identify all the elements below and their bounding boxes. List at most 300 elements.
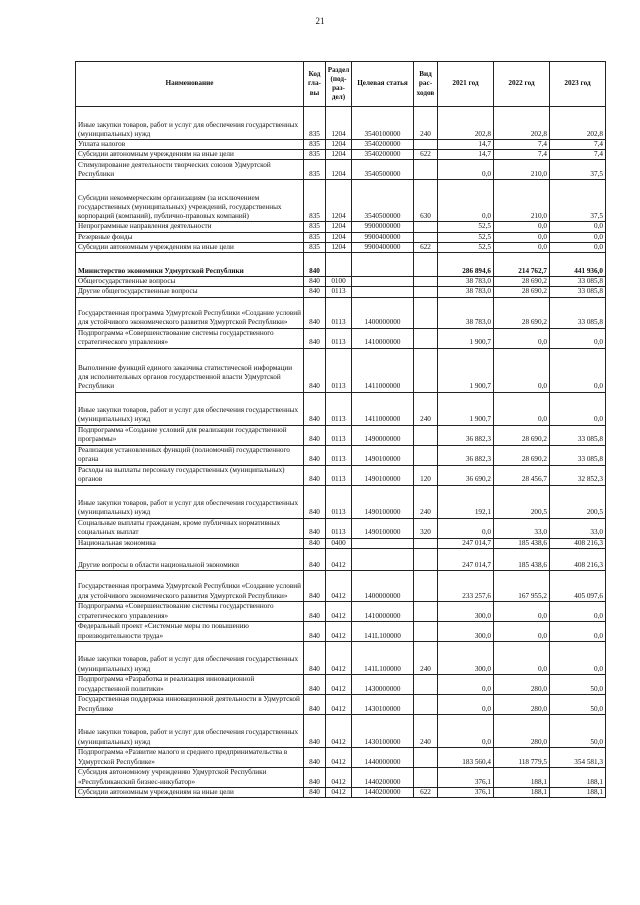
cell-code: 840 [304,538,326,548]
cell-code: 840 [304,485,326,518]
cell-2022: 7,4 [494,140,550,150]
cell-2023: 0,0 [550,641,606,674]
table-row [76,485,606,518]
cell-2023: 50,0 [550,714,606,747]
table-row [76,570,606,601]
cell-expense-type [414,570,438,601]
cell-2021: 38 783,0 [438,297,494,328]
cell-target: 1410000000 [352,601,414,621]
cell-2021: 300,0 [438,621,494,641]
cell-section: 0113 [326,465,352,485]
cell-2023: 33,0 [550,518,606,538]
cell-2022: 280,0 [494,694,550,714]
table-row [76,392,606,425]
cell-target: 3540500000 [352,180,414,222]
cell-name: Министерство экономики Удмуртской Республики [76,253,304,277]
table-row [76,348,606,392]
table-row [76,518,606,538]
cell-target [352,548,414,570]
table-row [76,747,606,767]
cell-name: Подпрограмма «Развитие малого и среднего предпринимательства в Удмуртской Республике» [76,747,304,767]
cell-2022: 33,0 [494,518,550,538]
cell-name: Расходы на выплаты персоналу государственных (муниципальных) органов [76,465,304,485]
cell-name: Непрограммные направления деятельности [76,222,304,232]
cell-expense-type [414,601,438,621]
cell-name: Другие вопросы в области национальной экономики [76,548,304,570]
cell-2023: 408 216,3 [550,538,606,548]
cell-section: 0412 [326,548,352,570]
cell-target: 9900400000 [352,242,414,252]
cell-section: 0412 [326,570,352,601]
cell-name: Выполнение функций единого заказчика статистической информации для исполнительных органов государственной власти Удмуртской Республики [76,348,304,392]
cell-section: 0412 [326,641,352,674]
cell-2021: 0,0 [438,518,494,538]
table-row [76,297,606,328]
cell-2021: 36 690,2 [438,465,494,485]
table-row [76,674,606,694]
cell-target: 3540200000 [352,150,414,160]
cell-2021: 1 900,7 [438,348,494,392]
cell-expense-type: 240 [414,641,438,674]
cell-section: 0412 [326,787,352,797]
cell-code: 840 [304,445,326,465]
cell-2023: 0,0 [550,232,606,242]
cell-2022: 118 779,5 [494,747,550,767]
cell-name: Общегосударственные вопросы [76,277,304,287]
cell-code: 840 [304,787,326,797]
cell-target: 1440200000 [352,767,414,787]
cell-code: 835 [304,150,326,160]
cell-section: 0113 [326,518,352,538]
cell-2022: 188,1 [494,787,550,797]
cell-2021: 286 894,6 [438,253,494,277]
cell-name: Иные закупки товаров, работ и услуг для обеспечения государственных (муниципальных) нужд [76,392,304,425]
cell-target: 141L100000 [352,641,414,674]
cell-code: 840 [304,425,326,445]
cell-expense-type: 120 [414,465,438,485]
cell-2022: 28 456,7 [494,465,550,485]
table-row [76,548,606,570]
cell-expense-type [414,328,438,348]
cell-name: Социальные выплаты гражданам, кроме публичных нормативных социальных выплат [76,518,304,538]
cell-section: 0113 [326,287,352,297]
cell-2021: 52,5 [438,232,494,242]
cell-section: 1204 [326,242,352,252]
cell-2021: 38 783,0 [438,287,494,297]
cell-expense-type [414,222,438,232]
cell-expense-type [414,425,438,445]
cell-2021: 36 882,3 [438,425,494,445]
cell-name: Иные закупки товаров, работ и услуг для обеспечения государственных (муниципальных) нужд [76,714,304,747]
cell-2023: 405 097,6 [550,570,606,601]
cell-code: 840 [304,348,326,392]
cell-code: 835 [304,140,326,150]
cell-expense-type [414,253,438,277]
cell-target: 1430100000 [352,694,414,714]
cell-code: 840 [304,253,326,277]
cell-section: 1204 [326,107,352,140]
cell-expense-type [414,287,438,297]
cell-name: Субсидии некоммерческим организациям (за исключением государственных (муниципальных) учреждений, государственных корпораций (компаний), публично-правовых компаний) [76,180,304,222]
cell-section: 0113 [326,485,352,518]
cell-2022: 7,4 [494,150,550,160]
cell-name: Подпрограмма «Разработка и реализация инновационной государственной политики» [76,674,304,694]
cell-expense-type [414,694,438,714]
cell-2021: 52,5 [438,222,494,232]
cell-2023: 0,0 [550,392,606,425]
cell-2023: 0,0 [550,601,606,621]
header-target: Целевая статья [352,62,414,107]
cell-section: 0113 [326,392,352,425]
cell-2023: 202,8 [550,107,606,140]
cell-2022: 210,0 [494,160,550,180]
cell-2021: 247 014,7 [438,538,494,548]
cell-2021: 0,0 [438,674,494,694]
table-row [76,328,606,348]
cell-expense-type [414,232,438,242]
cell-target: 1490100000 [352,518,414,538]
cell-target: 1490100000 [352,445,414,465]
table-row [76,107,606,140]
table-header-row [76,62,606,107]
header-code: Код гла-вы [304,62,326,107]
cell-target: 1440200000 [352,787,414,797]
cell-2022: 28 690,2 [494,425,550,445]
cell-expense-type: 240 [414,107,438,140]
cell-section: 1204 [326,160,352,180]
cell-2022: 0,0 [494,641,550,674]
cell-2023: 33 085,8 [550,287,606,297]
cell-2023: 188,1 [550,767,606,787]
cell-2023: 0,0 [550,222,606,232]
cell-target: 1410000000 [352,328,414,348]
cell-code: 840 [304,392,326,425]
cell-target: 1400000000 [352,297,414,328]
cell-2022: 0,0 [494,621,550,641]
cell-name: Иные закупки товаров, работ и услуг для обеспечения государственных (муниципальных) нужд [76,107,304,140]
cell-section: 0412 [326,601,352,621]
cell-code: 840 [304,548,326,570]
cell-code: 835 [304,180,326,222]
cell-2021: 300,0 [438,641,494,674]
cell-expense-type: 622 [414,150,438,160]
cell-2022: 214 762,7 [494,253,550,277]
cell-2023: 441 936,0 [550,253,606,277]
cell-name: Иные закупки товаров, работ и услуг для обеспечения государственных (муниципальных) нужд [76,641,304,674]
cell-section: 0113 [326,328,352,348]
table-row [76,641,606,674]
cell-name: Субсидия автономному учреждению Удмуртской Республики «Республиканский бизнес-инкубатор» [76,767,304,787]
cell-2022: 0,0 [494,328,550,348]
table-row [76,180,606,222]
cell-name: Федеральный проект «Системные меры по повышению производительности труда» [76,621,304,641]
cell-section: 0113 [326,297,352,328]
cell-code: 840 [304,674,326,694]
cell-2023: 7,4 [550,140,606,150]
cell-expense-type: 240 [414,485,438,518]
cell-section: 1204 [326,140,352,150]
cell-code: 835 [304,107,326,140]
cell-code: 840 [304,621,326,641]
table-row [76,787,606,797]
cell-target [352,287,414,297]
cell-target: 9900000000 [352,222,414,232]
header-section: Раздел (под-раз-дел) [326,62,352,107]
header-2023: 2023 год [550,62,606,107]
cell-2021: 14,7 [438,150,494,160]
cell-2023: 200,5 [550,485,606,518]
cell-name: Государственная программа Удмуртской Республики «Создание условий для устойчивого экономического развития Удмуртской Республики» [76,297,304,328]
cell-2021: 0,0 [438,180,494,222]
cell-2023: 50,0 [550,694,606,714]
cell-2021: 202,8 [438,107,494,140]
cell-2021: 1 900,7 [438,392,494,425]
cell-name: Государственная поддержка инновационной деятельности в Удмуртской Республике [76,694,304,714]
cell-section: 0412 [326,621,352,641]
cell-expense-type [414,140,438,150]
table-row [76,767,606,787]
cell-target: 1490100000 [352,465,414,485]
cell-2022: 202,8 [494,107,550,140]
cell-expense-type [414,674,438,694]
table-row [76,140,606,150]
cell-2023: 33 085,8 [550,297,606,328]
cell-2022: 200,5 [494,485,550,518]
cell-2023: 7,4 [550,150,606,160]
cell-2023: 408 216,3 [550,548,606,570]
table-row [76,277,606,287]
cell-2021: 233 257,6 [438,570,494,601]
cell-section: 0113 [326,348,352,392]
cell-2021: 192,1 [438,485,494,518]
cell-2021: 0,0 [438,714,494,747]
cell-name: Государственная программа Удмуртской Республики «Создание условий для устойчивого экономического развития Удмуртской Республики» [76,570,304,601]
cell-2021: 0,0 [438,160,494,180]
cell-name: Субсидии автономным учреждениям на иные цели [76,787,304,797]
cell-2021: 1 900,7 [438,328,494,348]
cell-expense-type: 630 [414,180,438,222]
cell-section: 1204 [326,150,352,160]
cell-2022: 280,0 [494,674,550,694]
cell-section: 0412 [326,747,352,767]
cell-2022: 280,0 [494,714,550,747]
cell-name: Подпрограмма «Создание условий для реализации государственной программы» [76,425,304,445]
cell-2021: 247 014,7 [438,548,494,570]
cell-2021: 300,0 [438,601,494,621]
cell-target: 1411000000 [352,392,414,425]
cell-2023: 0,0 [550,621,606,641]
cell-code: 840 [304,297,326,328]
cell-expense-type: 622 [414,787,438,797]
table-body [76,107,606,798]
cell-2023: 50,0 [550,674,606,694]
cell-expense-type: 240 [414,714,438,747]
header-name: Наименование [76,62,304,107]
cell-section: 0400 [326,538,352,548]
cell-2021: 36 882,3 [438,445,494,465]
cell-name: Субсидии автономным учреждениям на иные цели [76,242,304,252]
header-expense-type: Вид рас-ходов [414,62,438,107]
table-row [76,222,606,232]
cell-2021: 14,7 [438,140,494,150]
cell-2022: 0,0 [494,232,550,242]
table-row [76,160,606,180]
cell-2023: 33 085,8 [550,445,606,465]
cell-expense-type: 320 [414,518,438,538]
cell-code: 840 [304,601,326,621]
cell-section: 0412 [326,714,352,747]
cell-expense-type [414,767,438,787]
cell-name: Уплата налогов [76,140,304,150]
cell-2021: 376,1 [438,787,494,797]
cell-2022: 0,0 [494,222,550,232]
cell-2022: 28 690,2 [494,445,550,465]
cell-code: 840 [304,714,326,747]
cell-name: Национальная экономика [76,538,304,548]
cell-2023: 32 852,3 [550,465,606,485]
table-row [76,621,606,641]
cell-target: 1440000000 [352,747,414,767]
cell-expense-type [414,538,438,548]
table-row [76,538,606,548]
budget-table [75,61,606,798]
cell-2022: 210,0 [494,180,550,222]
cell-code: 840 [304,328,326,348]
cell-2022: 28 690,2 [494,277,550,287]
cell-target: 3540500000 [352,160,414,180]
cell-name: Подпрограмма «Совершенствование системы государственного стратегического управления» [76,328,304,348]
cell-target: 9900400000 [352,232,414,242]
cell-section: 0100 [326,277,352,287]
cell-name: Реализация установленных функций (полномочий) государственного органа [76,445,304,465]
cell-target: 1430000000 [352,674,414,694]
cell-code: 840 [304,518,326,538]
cell-target: 1400000000 [352,570,414,601]
cell-2023: 354 581,3 [550,747,606,767]
table-row [76,445,606,465]
cell-code: 840 [304,694,326,714]
cell-target: 1490000000 [352,425,414,445]
cell-section: 1204 [326,180,352,222]
cell-section: 0412 [326,694,352,714]
cell-target [352,538,414,548]
cell-2022: 0,0 [494,601,550,621]
cell-code: 840 [304,287,326,297]
table-row [76,694,606,714]
cell-2021: 0,0 [438,694,494,714]
cell-2023: 0,0 [550,328,606,348]
cell-section: 0412 [326,674,352,694]
cell-2021: 38 783,0 [438,277,494,287]
cell-section: 0412 [326,767,352,787]
header-2021: 2021 год [438,62,494,107]
header-2022: 2022 год [494,62,550,107]
cell-code: 835 [304,222,326,232]
cell-section: 0113 [326,445,352,465]
cell-code: 840 [304,641,326,674]
table-row [76,601,606,621]
cell-target [352,277,414,287]
cell-name: Стимулирование деятельности творческих союзов Удмуртской Республики [76,160,304,180]
cell-expense-type [414,348,438,392]
cell-target [352,253,414,277]
cell-2022: 28 690,2 [494,297,550,328]
cell-code: 840 [304,570,326,601]
cell-code: 840 [304,277,326,287]
cell-2021: 376,1 [438,767,494,787]
cell-section: 1204 [326,222,352,232]
table-row [76,287,606,297]
cell-expense-type [414,297,438,328]
cell-code: 840 [304,747,326,767]
cell-code: 835 [304,232,326,242]
cell-expense-type [414,747,438,767]
cell-expense-type [414,277,438,287]
cell-code: 840 [304,465,326,485]
cell-2022: 0,0 [494,242,550,252]
cell-2022: 0,0 [494,348,550,392]
cell-2023: 37,5 [550,180,606,222]
cell-name: Подпрограмма «Совершенствование системы государственного стратегического управления» [76,601,304,621]
table-row [76,150,606,160]
cell-2023: 33 085,8 [550,425,606,445]
table-row [76,232,606,242]
cell-name: Иные закупки товаров, работ и услуг для обеспечения государственных (муниципальных) нужд [76,485,304,518]
table-row [76,714,606,747]
table-row [76,242,606,252]
cell-name: Субсидии автономным учреждениям на иные цели [76,150,304,160]
cell-target: 141L100000 [352,621,414,641]
cell-2022: 185 438,6 [494,548,550,570]
cell-2021: 183 560,4 [438,747,494,767]
cell-2022: 185 438,6 [494,538,550,548]
cell-2023: 0,0 [550,242,606,252]
cell-expense-type [414,548,438,570]
cell-code: 835 [304,160,326,180]
cell-section: 1204 [326,232,352,242]
cell-code: 835 [304,242,326,252]
cell-name: Резервные фонды [76,232,304,242]
cell-expense-type: 622 [414,242,438,252]
cell-2023: 37,5 [550,160,606,180]
cell-target: 3540100000 [352,107,414,140]
cell-2021: 52,5 [438,242,494,252]
cell-expense-type [414,621,438,641]
page-number: 21 [315,16,325,26]
cell-expense-type [414,445,438,465]
table-row [76,425,606,445]
cell-target: 1411000000 [352,348,414,392]
table-row [76,465,606,485]
cell-target: 1430100000 [352,714,414,747]
cell-2022: 188,1 [494,767,550,787]
cell-target: 3540200000 [352,140,414,150]
cell-code: 840 [304,767,326,787]
cell-2023: 33 085,8 [550,277,606,287]
cell-2023: 0,0 [550,348,606,392]
cell-section: 0113 [326,425,352,445]
cell-target: 1490100000 [352,485,414,518]
cell-expense-type: 240 [414,392,438,425]
cell-2023: 188,1 [550,787,606,797]
cell-expense-type [414,160,438,180]
cell-section [326,253,352,277]
cell-2022: 167 955,2 [494,570,550,601]
cell-2022: 0,0 [494,392,550,425]
table-row [76,253,606,277]
cell-2022: 28 690,2 [494,287,550,297]
cell-name: Другие общегосударственные вопросы [76,287,304,297]
